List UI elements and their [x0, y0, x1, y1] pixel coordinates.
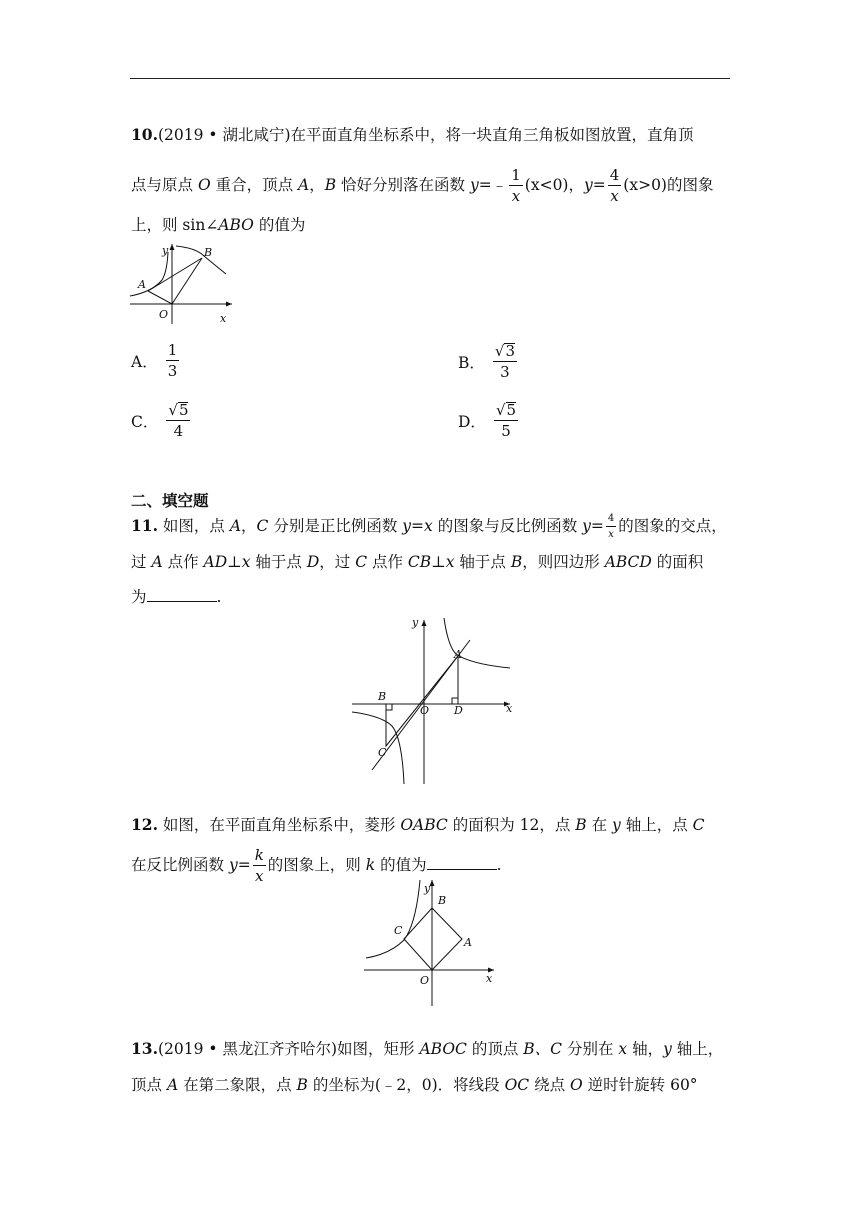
q12-answer-blank[interactable] — [427, 855, 497, 870]
q11-figure — [352, 612, 522, 784]
q13-line-1: 13.(2019 • 黑龙江齐齐哈尔)如图，矩形 ABOC 的顶点 B、C 分别在 x 轴，y 轴上， — [131, 1039, 724, 1058]
q10-fraction-4-over-x: $\frac{4}{x}$ — [609, 166, 620, 205]
q11-fraction-4-over-x: $\frac{4}{x}$ — [607, 513, 615, 540]
q11-line-1: 11. 如图，点 A，C 分别是正比例函数 y=x 的图象与反比例函数 y= $\frac{4}{x}$ 的图象的交点， — [131, 513, 727, 540]
q13-line-2: 顶点 A 在第二象限，点 B 的坐标为(﹣2，0)．将线段 OC 绕点 O 逆时针旋转 60° — [131, 1076, 698, 1094]
q12-fig-label-y: y — [424, 882, 431, 895]
q11-fig-label-A: A — [454, 648, 462, 661]
sqrt-symbol: √ — [168, 401, 178, 419]
q12-line-1: 12. 如图，在平面直角坐标系中，菱形 OABC 的面积为 12，点 B 在 y 轴上，点 C — [131, 815, 705, 834]
q10-option-B[interactable]: B． $\frac{√3}{3}$ — [458, 342, 515, 381]
q11-fig-label-C: C — [378, 746, 387, 759]
q12-line-2: 在反比例函数 y= $\frac{k}{x}$ 的图象上，则 k 的值为 . — [131, 846, 502, 885]
q12-fig-label-x: x — [486, 972, 493, 985]
q11-fig-label-D: D — [454, 704, 463, 717]
q12-fig-label-O: O — [420, 974, 430, 987]
q11-line-3: 为 . — [131, 588, 222, 606]
q10-option-C[interactable]: C． $\frac{√5}{4}$ — [131, 401, 189, 440]
q10-number: 10. — [131, 125, 158, 144]
header-rule — [130, 78, 730, 79]
q10-line-1: 10.(2019 • 湖北咸宁)在平面直角坐标系中，将一块直角三角板如图放置，直角顶 — [131, 125, 694, 144]
q11-fig-label-x: x — [506, 702, 513, 715]
q10-fig-label-y: y — [162, 244, 169, 257]
q11-fig-label-y: y — [412, 616, 419, 629]
sqrt-symbol: √ — [495, 401, 506, 419]
q10-line-3: 上，则 sin∠ABO 的值为 — [131, 216, 306, 234]
q11-answer-blank[interactable] — [147, 587, 217, 602]
section-title: 二、填空题 — [131, 492, 209, 510]
q10-line-2: 点与原点 O 重合，顶点 A，B 恰好分别落在函数 y=﹣ $\frac{1}{x}$ (x<0)，y= $\frac{4}{x}$ (x>0)的图象 — [131, 166, 714, 205]
q11-line-2: 过 A 点作 AD⊥x 轴于点 D，过 C 点作 CB⊥x 轴于点 B，则四边形 ABCD 的面积 — [131, 553, 704, 571]
q12-fig-label-C: C — [394, 924, 403, 937]
q12-figure — [360, 876, 500, 1010]
q10-option-A[interactable]: A． $\frac{1}{3}$ — [131, 341, 178, 380]
q10-fig-label-A: A — [138, 278, 146, 291]
q12-fig-label-B: B — [438, 894, 447, 907]
q12-fraction-k-over-x: $\frac{k}{x}$ — [254, 846, 264, 885]
q10-fraction-1-over-x: $\frac{1}{x}$ — [511, 166, 521, 205]
q10-source: (2019 • 湖北咸宁) — [157, 126, 291, 144]
q10-fig-label-O: O — [159, 308, 169, 321]
q10-option-D[interactable]: D． $\frac{√5}{5}$ — [458, 401, 517, 440]
q11-fig-label-O: O — [420, 704, 430, 717]
q10-fig-label-B: B — [204, 246, 213, 259]
sqrt-symbol: √ — [494, 342, 505, 360]
q10-fig-label-x: x — [220, 312, 227, 325]
q11-fig-label-B: B — [378, 690, 387, 703]
q10-figure — [126, 240, 238, 326]
q12-fig-label-A: A — [464, 936, 472, 949]
